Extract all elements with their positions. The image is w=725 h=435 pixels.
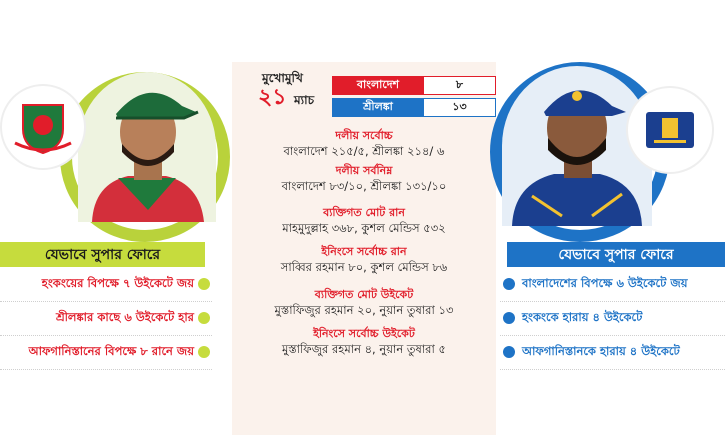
h2h-matches-label: ম্যাচ bbox=[294, 93, 315, 107]
bullet-dot-icon bbox=[198, 312, 210, 324]
list-item-text: হংকংকে হারায় ৪ উইকেটে bbox=[522, 310, 643, 324]
h2h-wins: ৮ bbox=[424, 76, 496, 95]
left-header: যেভাবে সুপার ফোরে bbox=[0, 242, 205, 267]
stat-label: দলীয় সর্বোচ্চ bbox=[335, 129, 393, 142]
h2h-row-bangladesh bbox=[332, 76, 496, 95]
stat-label: ব্যক্তিগত মোট রান bbox=[323, 206, 405, 219]
bullet-dot-icon bbox=[198, 278, 210, 290]
sri-lanka-cricket-logo-icon bbox=[628, 88, 712, 172]
list-item-text: বাংলাদেশের বিপক্ষে ৬ উইকেটে জয় bbox=[522, 276, 688, 290]
stat-label: ইনিংসে সর্বোচ্চ উইকেট bbox=[313, 327, 415, 340]
stat-label: দলীয় সর্বনিম্ন bbox=[335, 164, 393, 177]
bullet-dot-icon bbox=[503, 312, 515, 324]
list-item-text: আফগানিস্তানকে হারায় ৪ উইকেটে bbox=[522, 344, 680, 358]
stat-text: মাহমুদুল্লাহ ৩৬৮, কুশল মেন্ডিস ৫৩২ bbox=[282, 221, 446, 235]
right-path-list bbox=[500, 268, 725, 370]
list-item bbox=[500, 336, 725, 370]
stat-team-highest bbox=[232, 128, 496, 160]
stat-text: সাব্বির রহমান ৮০, কুশল মেন্ডিস ৮৬ bbox=[280, 260, 448, 274]
stat-label: ইনিংসে সর্বোচ্চ রান bbox=[321, 245, 407, 258]
right-header: যেভাবে সুপার ফোরে bbox=[507, 242, 725, 267]
bullet-dot-icon bbox=[198, 346, 210, 358]
bangladesh-cricket-logo-icon bbox=[2, 86, 84, 168]
stat-text: মুস্তাফিজুর রহমান ২০, নুয়ান তুষারা ১৩ bbox=[274, 303, 454, 317]
list-item bbox=[0, 268, 212, 302]
stat-text: বাংলাদেশ ২১৫/৫, শ্রীলঙ্কা ২১৪/ ৬ bbox=[283, 144, 445, 158]
left-path-list bbox=[0, 268, 212, 370]
list-item-text: হংকংয়ের বিপক্ষে ৭ উইকেটে জয় bbox=[41, 276, 194, 290]
list-item bbox=[0, 336, 212, 370]
list-item-text: শ্রীলঙ্কার কাছে ৬ উইকেটে হার bbox=[55, 310, 194, 324]
list-item bbox=[500, 302, 725, 336]
bullet-dot-icon bbox=[503, 278, 515, 290]
stat-innings-best-wickets bbox=[232, 326, 496, 358]
stat-team-lowest bbox=[232, 163, 496, 195]
player-photo-srilanka bbox=[502, 66, 652, 226]
stat-label: ব্যক্তিগত মোট উইকেট bbox=[314, 288, 414, 301]
player-photo-bangladesh bbox=[78, 72, 216, 222]
h2h-row-srilanka bbox=[332, 98, 496, 117]
h2h-wins: ১৩ bbox=[424, 98, 496, 117]
head-to-head bbox=[250, 64, 496, 116]
h2h-title: মুখোমুখি bbox=[262, 71, 303, 85]
stat-individual-wickets bbox=[232, 287, 496, 319]
h2h-team: বাংলাদেশ bbox=[332, 76, 424, 95]
list-item-text: আফগানিস্তানের বিপক্ষে ৮ রানে জয় bbox=[28, 344, 194, 358]
stat-text: মুস্তাফিজুর রহমান ৪, নুয়ান তুষারা ৫ bbox=[282, 342, 446, 356]
list-item bbox=[0, 302, 212, 336]
stat-innings-highest-runs bbox=[232, 244, 496, 276]
h2h-matches-number: ২১ bbox=[258, 85, 287, 110]
stat-individual-runs bbox=[232, 205, 496, 237]
list-item bbox=[500, 268, 725, 302]
stat-text: বাংলাদেশ ৮৩/১০, শ্রীলঙ্কা ১৩১/১০ bbox=[281, 179, 447, 193]
bullet-dot-icon bbox=[503, 346, 515, 358]
h2h-team: শ্রীলঙ্কা bbox=[332, 98, 424, 117]
